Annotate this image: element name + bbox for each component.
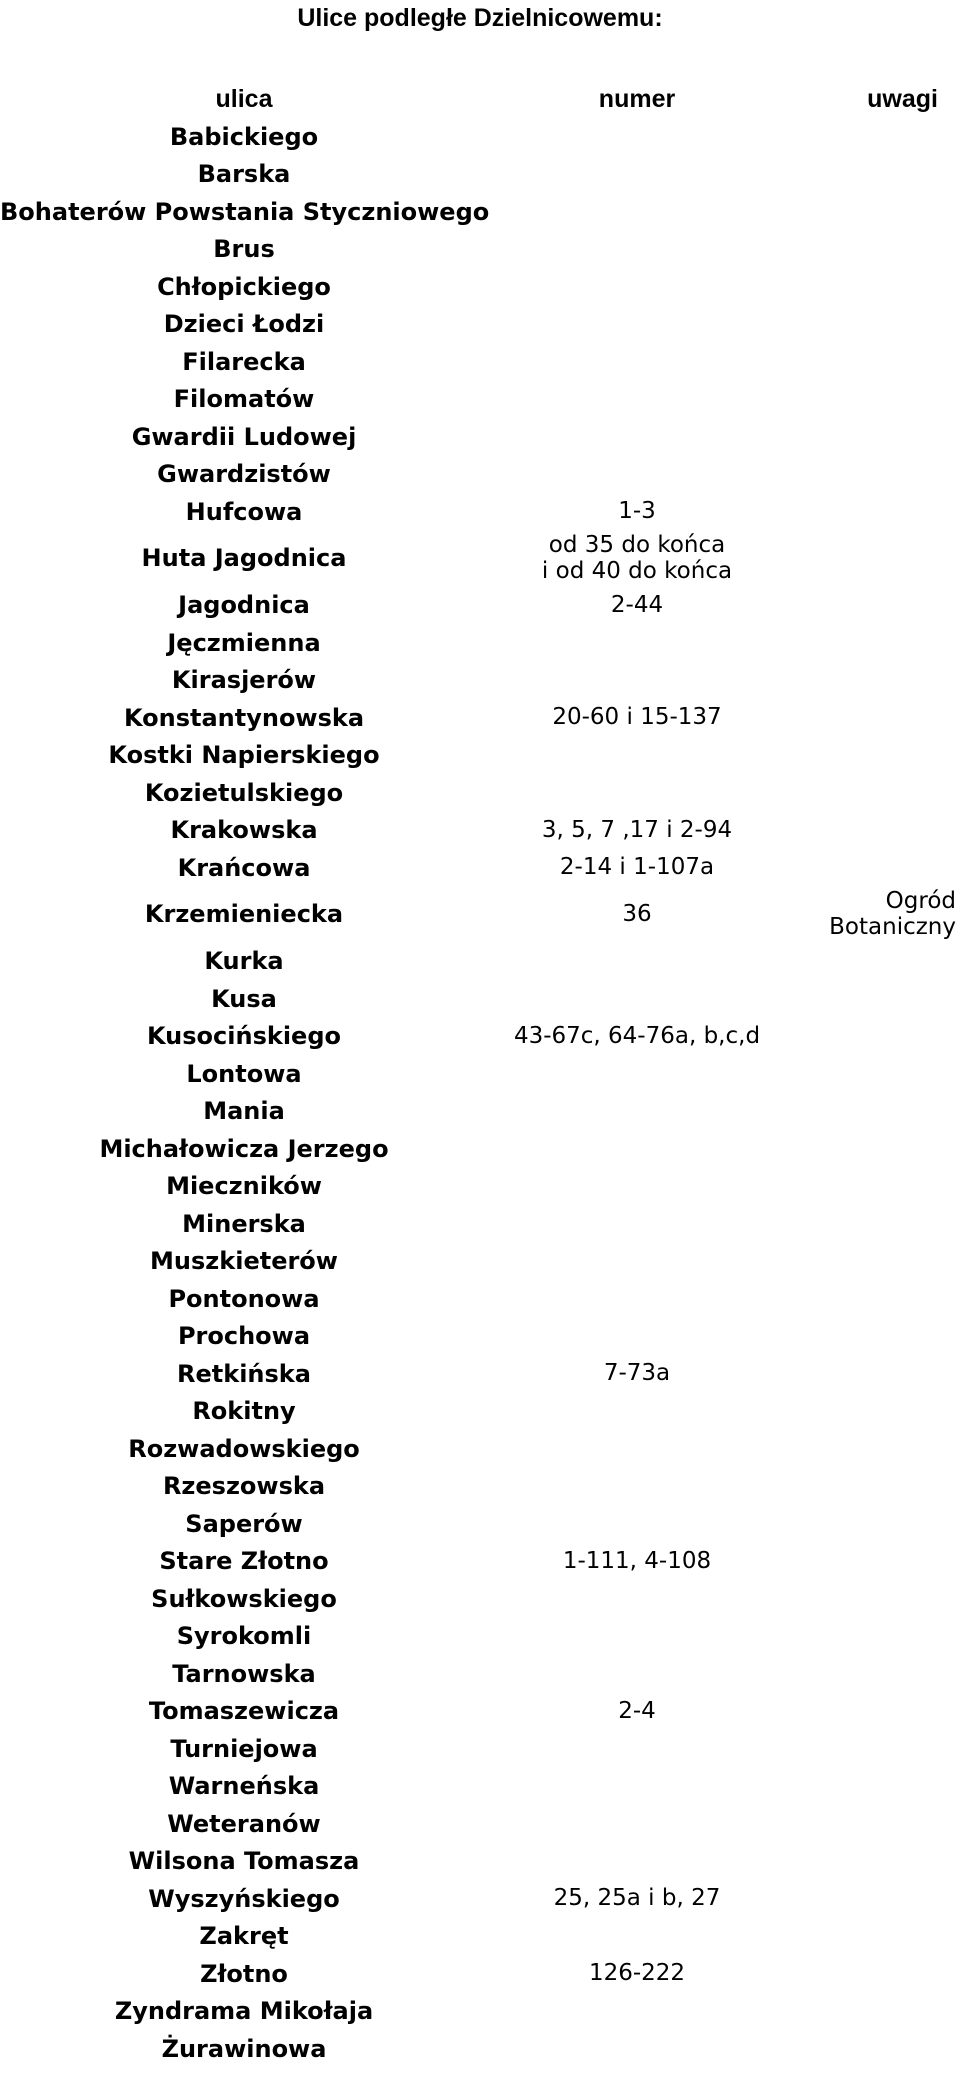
house-number-cell — [488, 662, 786, 700]
table-row — [0, 1355, 960, 1393]
house-number-cell — [488, 1993, 786, 2031]
table-row — [0, 624, 960, 662]
street-name-cell: Krzemieniecka — [144, 900, 344, 929]
house-number-cell: 25, 25a i b, 27 — [553, 1885, 721, 1912]
table-row — [0, 1843, 960, 1881]
notes-cell — [786, 1993, 960, 2031]
table-row — [0, 943, 960, 981]
street-name-cell: Brus — [213, 235, 275, 264]
house-number-cell — [488, 1168, 786, 1206]
table-row — [0, 1805, 960, 1843]
notes-cell — [786, 1093, 960, 1131]
street-name-cell: Mania — [203, 1097, 285, 1126]
street-name-cell: Saperów — [185, 1509, 303, 1538]
header-row — [0, 80, 960, 118]
house-number-cell — [488, 1280, 786, 1318]
notes-cell — [786, 1393, 960, 1431]
street-name-cell: Prochowa — [177, 1322, 311, 1351]
table-row — [0, 1318, 960, 1356]
house-number-cell — [488, 2030, 786, 2068]
street-name-cell: Rzeszowska — [162, 1472, 326, 1501]
notes-cell — [786, 1955, 960, 1993]
street-name-cell: Filarecka — [182, 347, 306, 376]
house-number-cell: 126-222 — [588, 1960, 686, 1987]
table-row — [0, 699, 960, 737]
notes-cell — [786, 418, 960, 456]
notes-cell — [786, 2030, 960, 2068]
table-row — [0, 1468, 960, 1506]
notes-cell — [786, 774, 960, 812]
table-row — [0, 1018, 960, 1056]
house-number-cell — [488, 193, 786, 231]
table-row — [0, 531, 960, 587]
table-row — [0, 1655, 960, 1693]
house-number-cell: 7-73a — [603, 1360, 671, 1387]
table-row — [0, 493, 960, 531]
table-row — [0, 1730, 960, 1768]
street-name-cell: Chłopickiego — [157, 272, 331, 301]
notes-cell — [786, 1280, 960, 1318]
house-number-cell — [488, 774, 786, 812]
table-row — [0, 1280, 960, 1318]
notes-cell — [786, 306, 960, 344]
table-row — [0, 980, 960, 1018]
house-number-cell: 36 — [622, 900, 652, 927]
house-number-cell — [488, 1318, 786, 1356]
table-row — [0, 1618, 960, 1656]
house-number-cell — [488, 1918, 786, 1956]
notes-cell — [786, 1693, 960, 1731]
street-name-cell: Jagodnica — [178, 591, 310, 620]
house-number-cell: 2-4 — [618, 1697, 656, 1724]
notes-cell — [786, 1355, 960, 1393]
house-number-cell — [488, 1130, 786, 1168]
street-name-cell: Dzieci Łodzi — [163, 310, 325, 339]
house-number-cell — [488, 1805, 786, 1843]
house-number-cell: 2-14 i 1-107a — [559, 854, 715, 881]
table-header — [0, 80, 960, 118]
table-row — [0, 1093, 960, 1131]
street-name-cell: Gwardii Ludowej — [131, 422, 357, 451]
house-number-cell — [488, 1730, 786, 1768]
street-name-cell: Retkińska — [177, 1359, 311, 1388]
street-name-cell: Kurka — [204, 947, 284, 976]
notes-cell — [786, 980, 960, 1018]
street-name-cell: Konstantynowska — [123, 703, 365, 732]
notes-cell — [786, 1918, 960, 1956]
street-name-cell: Bohaterów Powstania Styczniowego — [0, 197, 490, 226]
table-row — [0, 887, 960, 943]
table-row — [0, 1693, 960, 1731]
house-number-cell: 2-44 — [610, 591, 664, 618]
street-name-cell: Filomatów — [173, 385, 315, 414]
house-number-cell — [488, 268, 786, 306]
table-row — [0, 193, 960, 231]
house-number-cell — [488, 343, 786, 381]
notes-cell — [786, 1543, 960, 1581]
notes-cell — [786, 1205, 960, 1243]
notes-cell — [786, 531, 960, 587]
house-number-cell — [488, 418, 786, 456]
street-name-cell: Złotno — [200, 1959, 288, 1988]
table-row — [0, 268, 960, 306]
house-number-cell — [488, 1768, 786, 1806]
notes-cell — [786, 1655, 960, 1693]
table-row — [0, 381, 960, 419]
column-header-notes: uwagi — [867, 84, 938, 113]
house-number-cell — [488, 1580, 786, 1618]
notes-cell — [786, 1618, 960, 1656]
notes-cell — [786, 456, 960, 494]
house-number-cell: 1-3 — [618, 498, 656, 525]
table-row — [0, 1993, 960, 2031]
house-number-cell — [488, 624, 786, 662]
street-name-cell: Barska — [197, 160, 291, 189]
table-row — [0, 587, 960, 625]
notes-cell — [786, 1768, 960, 1806]
house-number-cell: 1-111, 4-108 — [562, 1547, 712, 1574]
notes-cell — [786, 1130, 960, 1168]
house-number-cell — [488, 980, 786, 1018]
notes-cell — [786, 1805, 960, 1843]
table-row — [0, 1880, 960, 1918]
street-name-cell: Wyszyńskiego — [148, 1884, 340, 1913]
notes-cell — [786, 849, 960, 887]
notes-cell — [786, 493, 960, 531]
house-number-cell — [488, 737, 786, 775]
street-name-cell: Tomaszewicza — [148, 1697, 340, 1726]
street-name-cell: Żurawinowa — [161, 2034, 327, 2063]
notes-cell — [786, 118, 960, 156]
table-row — [0, 2030, 960, 2068]
notes-cell: Ogród Botaniczny — [829, 888, 956, 940]
notes-cell — [786, 1505, 960, 1543]
table-row — [0, 1543, 960, 1581]
street-name-cell: Lontowa — [186, 1059, 302, 1088]
notes-cell — [786, 1018, 960, 1056]
street-name-cell: Wilsona Tomasza — [128, 1847, 360, 1876]
column-header-number: numer — [598, 84, 676, 113]
street-name-cell: Jęczmienna — [167, 628, 321, 657]
house-number-cell — [488, 1055, 786, 1093]
table-row — [0, 849, 960, 887]
house-number-cell — [488, 381, 786, 419]
table-row — [0, 343, 960, 381]
house-number-cell — [488, 943, 786, 981]
street-name-cell: Pontonowa — [168, 1284, 320, 1313]
street-name-cell: Kostki Napierskiego — [108, 741, 380, 770]
notes-cell — [786, 1243, 960, 1281]
notes-cell — [786, 1880, 960, 1918]
table-row — [0, 1430, 960, 1468]
house-number-cell — [488, 1430, 786, 1468]
notes-cell — [786, 737, 960, 775]
house-number-cell — [488, 1093, 786, 1131]
house-number-cell — [488, 231, 786, 269]
house-number-cell — [488, 1468, 786, 1506]
page-title: Ulice podległe Dzielnicowemu: — [297, 4, 663, 32]
notes-cell — [786, 1580, 960, 1618]
house-number-line: od 35 do końca — [548, 532, 726, 559]
notes-cell — [786, 587, 960, 625]
street-name-cell: Gwardzistów — [157, 460, 331, 489]
street-name-cell: Syrokomli — [176, 1622, 312, 1651]
house-number-cell — [488, 1618, 786, 1656]
street-name-cell: Minerska — [182, 1209, 306, 1238]
house-number-cell — [488, 1393, 786, 1431]
table-row — [0, 1768, 960, 1806]
table-row — [0, 812, 960, 850]
table-row — [0, 231, 960, 269]
table-row — [0, 1168, 960, 1206]
notes-cell — [786, 699, 960, 737]
house-number-line: i od 40 do końca — [541, 557, 733, 584]
notes-cell — [786, 231, 960, 269]
house-number-cell — [488, 306, 786, 344]
house-number-cell — [488, 531, 786, 587]
street-name-cell: Turniejowa — [170, 1734, 318, 1763]
street-name-cell: Rokitny — [192, 1397, 296, 1426]
street-name-cell: Tarnowska — [172, 1659, 316, 1688]
street-name-cell: Mieczników — [166, 1172, 322, 1201]
street-name-cell: Babickiego — [169, 122, 319, 151]
street-name-cell: Sułkowskiego — [151, 1584, 337, 1613]
notes-cell — [786, 193, 960, 231]
house-number-cell — [488, 1205, 786, 1243]
notes-cell — [786, 1430, 960, 1468]
street-name-cell: Weteranów — [167, 1809, 321, 1838]
house-number-cell — [488, 1655, 786, 1693]
notes-cell — [786, 156, 960, 194]
notes-cell — [786, 1055, 960, 1093]
table-row — [0, 1918, 960, 1956]
street-name-cell: Kusa — [211, 984, 277, 1013]
table-body — [0, 118, 960, 2068]
notes-cell — [786, 662, 960, 700]
notes-cell — [786, 812, 960, 850]
table-row — [0, 1243, 960, 1281]
notes-cell — [786, 1318, 960, 1356]
street-name-cell: Muszkieterów — [150, 1247, 338, 1276]
house-number-cell — [488, 1243, 786, 1281]
table-row — [0, 118, 960, 156]
table-row — [0, 662, 960, 700]
streets-table — [0, 80, 960, 2068]
street-name-cell: Krańcowa — [177, 853, 311, 882]
street-name-cell: Stare Złotno — [159, 1547, 329, 1576]
table-row — [0, 306, 960, 344]
notes-cell — [786, 268, 960, 306]
notes-cell — [786, 381, 960, 419]
house-number-cell — [488, 118, 786, 156]
street-name-cell: Kirasjerów — [171, 666, 317, 695]
house-number-cell — [488, 156, 786, 194]
notes-cell — [786, 1843, 960, 1881]
street-name-cell: Rozwadowskiego — [128, 1434, 360, 1463]
street-name-cell: Zakręt — [199, 1922, 289, 1951]
house-number-cell: 43-67c, 64-76a, b,c,d — [513, 1022, 761, 1049]
table-row — [0, 156, 960, 194]
table-row — [0, 774, 960, 812]
house-number-cell — [488, 1843, 786, 1881]
table-row — [0, 1580, 960, 1618]
table-row — [0, 1955, 960, 1993]
house-number-cell — [488, 1505, 786, 1543]
table-row — [0, 418, 960, 456]
column-header-street: ulica — [215, 84, 273, 113]
notes-cell — [786, 1730, 960, 1768]
notes-cell — [786, 1168, 960, 1206]
street-name-cell: Hufcowa — [185, 497, 303, 526]
table-row — [0, 1130, 960, 1168]
notes-cell — [786, 943, 960, 981]
street-name-cell: Zyndrama Mikołaja — [114, 1997, 374, 2026]
house-number-cell — [488, 456, 786, 494]
street-name-cell: Michałowicza Jerzego — [99, 1134, 389, 1163]
street-name-cell: Warneńska — [168, 1772, 320, 1801]
house-number-cell: 3, 5, 7 ,17 i 2-94 — [541, 816, 733, 843]
table-row — [0, 737, 960, 775]
street-name-cell: Krakowska — [170, 816, 318, 845]
table-row — [0, 1393, 960, 1431]
street-name-cell: Kozietulskiego — [144, 778, 344, 807]
notes-cell — [786, 624, 960, 662]
table-row — [0, 1205, 960, 1243]
house-number-cell: 20-60 i 15-137 — [552, 704, 722, 731]
table-row — [0, 1505, 960, 1543]
notes-cell — [786, 343, 960, 381]
street-name-cell: Huta Jagodnica — [141, 544, 347, 573]
table-row — [0, 456, 960, 494]
notes-cell — [786, 1468, 960, 1506]
table-row — [0, 1055, 960, 1093]
street-name-cell: Kusocińskiego — [147, 1022, 341, 1051]
